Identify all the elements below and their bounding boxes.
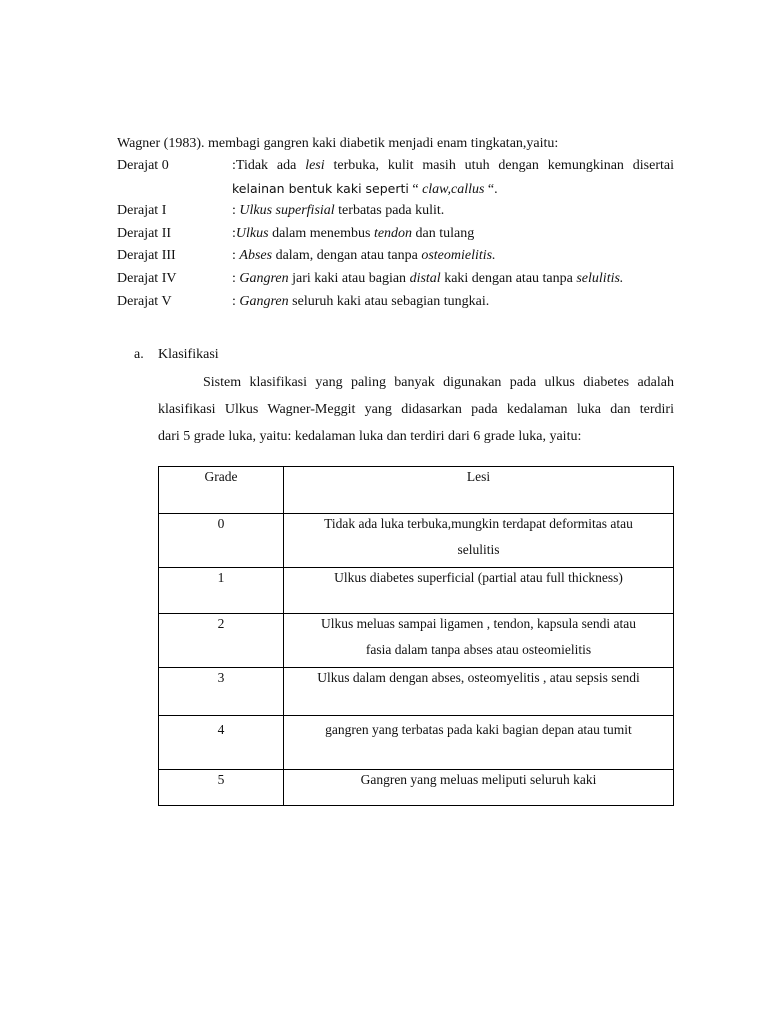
section-marker: a. (134, 347, 144, 362)
degree-4-suffix: kaki dengan atau tanpa (440, 271, 577, 286)
degree-4-term-3: selulitis. (576, 271, 624, 286)
degree-4-description (232, 271, 623, 287)
degree-0-cont-text: kelainan bentuk kaki seperti (232, 181, 409, 196)
degree-2-term-2: tendon (373, 226, 413, 241)
degree-3-text: dalam, dengan atau tanpa (272, 248, 422, 263)
lesi-text: Ulkus meluas sampai ligamen , tendon, kapsula sendi atau (321, 616, 636, 631)
degree-3-term-2: osteomielitis. (421, 248, 496, 263)
degree-0-quote-close: “. (484, 182, 498, 197)
degree-4-term: Gangren (239, 271, 289, 286)
degree-3-prefix: : (232, 248, 240, 263)
lesi-cell (284, 716, 674, 770)
grade-value: 0 (217, 516, 225, 531)
degree-5-prefix: : (232, 294, 240, 309)
lesi-cell (284, 514, 674, 568)
lesi-cell (284, 668, 674, 716)
degree-2-prefix: : (232, 226, 236, 241)
table-row (159, 614, 674, 668)
degree-1-prefix: : (232, 203, 240, 218)
degree-0-description (232, 158, 674, 174)
degree-5-term: Gangren (239, 294, 289, 309)
degree-3-term: Abses (239, 248, 273, 263)
degree-4-label: Derajat IV (117, 271, 177, 286)
degree-3-label: Derajat III (117, 248, 176, 263)
lesi-text: Ulkus dalam dengan abses, osteomyelitis , atau sepsis sendi (317, 670, 640, 685)
lesi-text: Tidak ada luka terbuka,mungkin terdapat deformitas atau (324, 516, 633, 531)
table-row (159, 514, 674, 568)
degree-1-text: terbatas pada kulit. (334, 203, 445, 218)
grade-value: 1 (217, 570, 225, 585)
table-header-row (159, 467, 674, 514)
degree-0-continuation (232, 181, 498, 198)
header-lesi: Lesi (466, 469, 491, 484)
degree-0-term: lesi (305, 158, 325, 173)
table-row (159, 716, 674, 770)
grade-cell (159, 668, 284, 716)
grade-value: 2 (217, 616, 225, 631)
degree-0-label: Derajat 0 (117, 158, 169, 173)
degree-5-text: seluruh kaki atau sebagian tungkai. (288, 294, 490, 309)
grade-value: 4 (217, 722, 225, 737)
header-grade-cell (159, 467, 284, 514)
degree-2-term: Ulkus (235, 226, 269, 241)
table-row (159, 568, 674, 614)
lesi-cell (284, 614, 674, 668)
lesi-text-cont: fasia dalam tanpa abses atau osteomielitis (365, 642, 592, 657)
grade-cell (159, 514, 284, 568)
lesi-cell (284, 568, 674, 614)
degree-2-description (232, 226, 474, 242)
degree-2-label: Derajat II (117, 226, 172, 241)
lesi-text-cont: selulitis (457, 542, 500, 557)
degree-0-cont-term: claw,callus (422, 182, 485, 197)
table-row (159, 770, 674, 806)
degree-0-quote-open: “ (408, 182, 423, 197)
grade-cell (159, 568, 284, 614)
paragraph-line-1: Sistem klasifikasi yang paling banyak digunakan pada ulkus diabetes adalah (203, 375, 674, 390)
section-title: Klasifikasi (158, 347, 219, 362)
table-row (159, 668, 674, 716)
paragraph-line-2: klasifikasi Ulkus Wagner-Meggit yang didasarkan pada kedalaman luka dan terdiri (158, 402, 674, 417)
degree-5-label: Derajat V (117, 294, 172, 309)
degree-0-text: terbuka, kulit masih utuh dengan kemungkinan disertai (324, 158, 674, 173)
grade-cell (159, 770, 284, 806)
lesi-text: Ulkus diabetes superficial (partial atau full thickness) (334, 570, 623, 585)
degree-3-description (232, 248, 496, 264)
lesi-text: Gangren yang meluas meliputi seluruh kaki (360, 772, 597, 787)
paragraph-line-3: dari 5 grade luka, yaitu: kedalaman luka dan terdiri dari 6 grade luka, yaitu: (158, 429, 582, 444)
wagner-classification-table (158, 466, 674, 806)
degree-2-text: dalam menembus (268, 226, 374, 241)
lesi-cell (284, 770, 674, 806)
header-grade: Grade (204, 469, 238, 484)
degree-4-term-2: distal (409, 271, 441, 286)
degree-4-prefix: : (232, 271, 240, 286)
grade-value: 3 (217, 670, 225, 685)
degree-1-description (232, 203, 444, 219)
degree-0-prefix: :Tidak ada (232, 158, 306, 173)
grade-cell (159, 716, 284, 770)
grade-cell (159, 614, 284, 668)
degree-1-term: Ulkus superfisial (239, 203, 335, 218)
degree-1-label: Derajat I (117, 203, 167, 218)
degree-2-suffix: dan tulang (412, 226, 475, 241)
grade-value: 5 (217, 772, 225, 787)
lesi-text: gangren yang terbatas pada kaki bagian depan atau tumit (325, 722, 632, 737)
header-lesi-cell (284, 467, 674, 514)
degree-5-description (232, 294, 489, 310)
degree-4-text: jari kaki atau bagian (288, 271, 410, 286)
intro-line: Wagner (1983). membagi gangren kaki diabetik menjadi enam tingkatan,yaitu: (117, 136, 559, 151)
